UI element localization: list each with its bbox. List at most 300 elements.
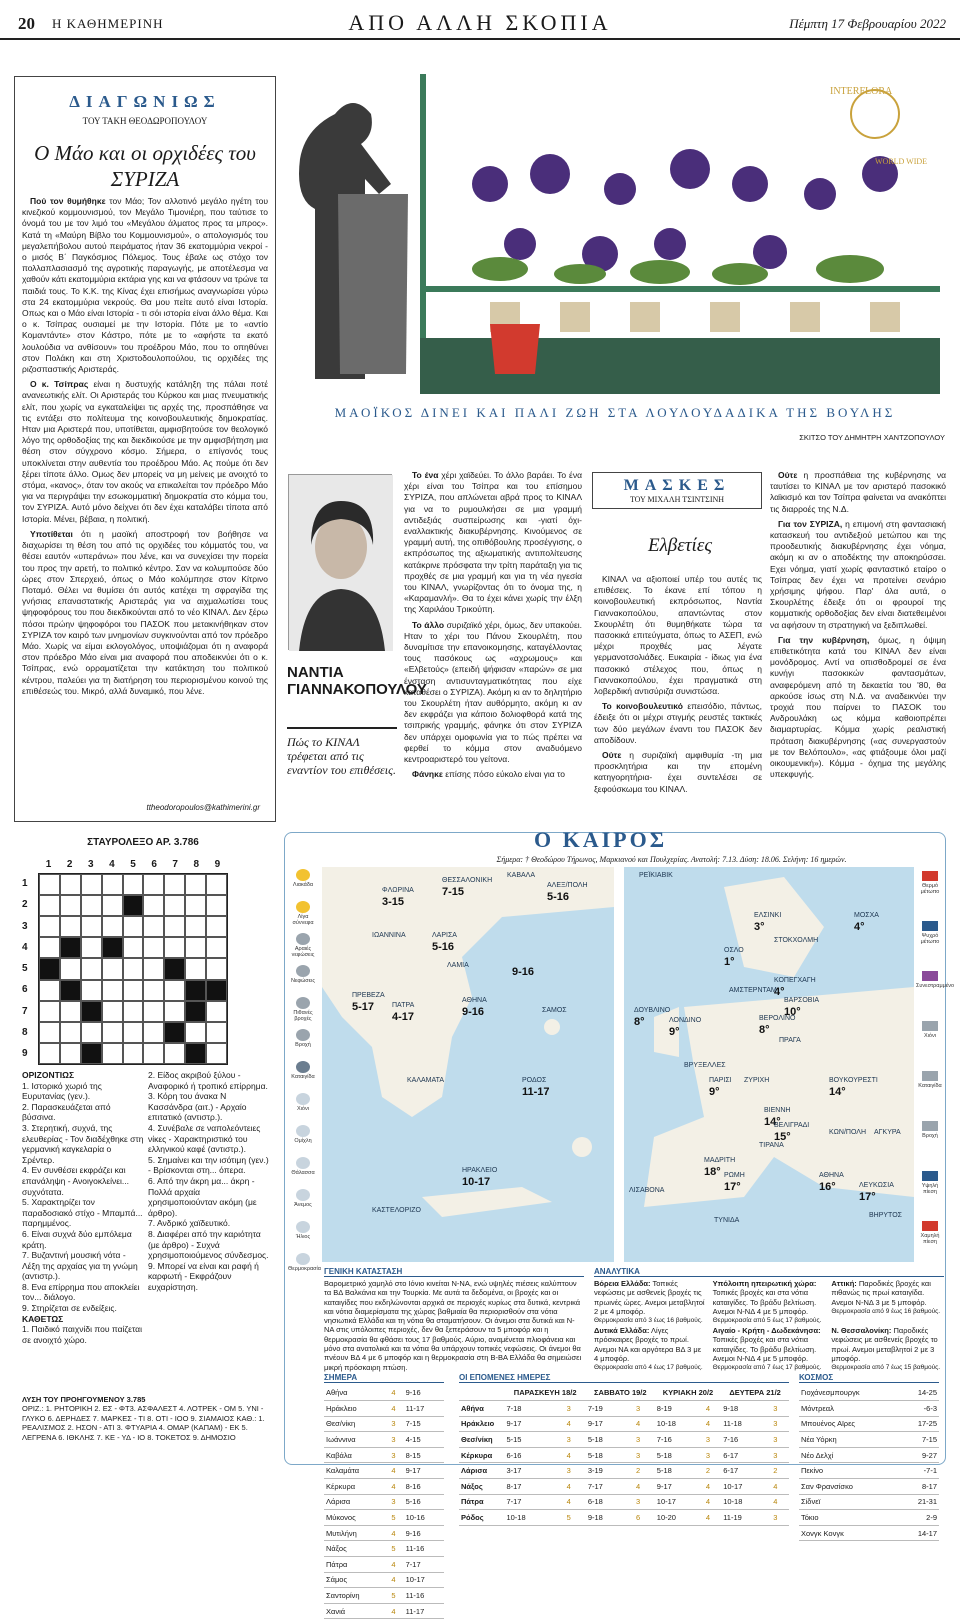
giannakopoulou-body (404, 470, 582, 822)
temp-range: 5-18 (586, 1447, 634, 1463)
analytics-title: Δυτικά Ελλάδα: (594, 1326, 650, 1336)
grid-cell-black (60, 937, 81, 958)
legend-item (916, 1021, 944, 1067)
grid-cell[interactable] (60, 874, 81, 895)
grid-cell[interactable] (143, 937, 164, 958)
city-name: Μόντρεαλ (799, 1401, 901, 1417)
day-header: ΚΥΡΙΑΚΗ 20/2 (655, 1385, 721, 1401)
wind-force: 3 (565, 1463, 586, 1479)
pull-quote: Πώς το ΚΙΝΑΛ τρέφεται από τις εναντίον του επιθέσεις. (287, 735, 396, 777)
wind-force: 3 (389, 1447, 403, 1463)
legend-icon (922, 921, 938, 931)
grid-cell[interactable] (185, 958, 206, 979)
grid-cell[interactable] (102, 1022, 123, 1043)
analytics-text: Τοπικές βροχές και στα νότια καταιγίδες. Το βράδυ βελτίωση. Ανεμοι Ν-ΝΔ 4 με 5 μποφόρ. (712, 1335, 817, 1364)
crossword (18, 837, 268, 848)
grid-cell[interactable] (185, 874, 206, 895)
legend-item (288, 869, 318, 899)
grid-cell[interactable] (60, 1043, 81, 1064)
apron (338, 194, 408, 374)
grid-cell[interactable] (102, 1001, 123, 1022)
city-label: ΒΑΡΣΟΒΙΑ (784, 997, 820, 1004)
table-row (459, 1416, 789, 1432)
city-temp: 4-17 (392, 1011, 415, 1023)
grid-cell[interactable] (206, 895, 227, 916)
city-temp: 16° (819, 1181, 836, 1193)
legend-label: Βροχή (295, 1042, 311, 1048)
grid-cell[interactable] (81, 895, 102, 916)
city-name: Νάξος (324, 1541, 389, 1557)
analytics-grid (594, 1279, 944, 1372)
table-row (324, 1401, 444, 1417)
cartoon-caption: ΜΑΟΪΚΟΣ ΔΙΝΕΙ ΚΑΙ ΠΑΛΙ ΖΩΗ ΣΤΑ ΛΟΥΛΟΥΔΑΔΙΚΑ ΤΗΣ ΒΟΥΛΗΣ (334, 405, 896, 420)
grid-cell[interactable] (143, 958, 164, 979)
analytics-text: Λίγες πρόσκαιρες βροχές το πρωί. Ανεμοι ΝΑ και αργότερα ΒΔ 3 με 4 μποφόρ. (594, 1326, 702, 1364)
grid-cell[interactable] (81, 874, 102, 895)
grid-cell[interactable] (143, 916, 164, 937)
city-name: Πεκίνο (799, 1463, 901, 1479)
legend-item (288, 1189, 318, 1219)
city-name: Αθήνα (459, 1401, 504, 1417)
analytics-item (594, 1326, 707, 1371)
author-email[interactable]: ttheodoropoulos@kathimerini.gr (146, 803, 260, 812)
city-name: Ηράκλειο (459, 1416, 504, 1432)
city-label: ΠΑΤΡΑ (392, 1002, 415, 1009)
grid-cell[interactable] (185, 916, 206, 937)
grid-cell[interactable] (164, 895, 185, 916)
grid-cell[interactable] (123, 1022, 144, 1043)
grid-cell[interactable] (164, 916, 185, 937)
grid-cell[interactable] (60, 916, 81, 937)
table-row (799, 1510, 939, 1526)
wind-force: 3 (389, 1416, 403, 1432)
legend-item (288, 1061, 318, 1091)
legend-label: Αραιές νεφώσεις (291, 946, 315, 958)
city-name: Σίδνεϊ (799, 1494, 901, 1510)
grid-cell[interactable] (143, 874, 164, 895)
grid-cell[interactable] (143, 1043, 164, 1064)
city-label: ΤΙΡΑΝΑ (759, 1142, 784, 1149)
temp-range: 8-17 (504, 1479, 564, 1495)
temp-range: 10-18 (655, 1416, 704, 1432)
temp-range: 6-16 (504, 1447, 564, 1463)
grid-cell[interactable] (123, 874, 144, 895)
grid-cell[interactable] (81, 958, 102, 979)
wind-force: 5 (389, 1510, 403, 1526)
grid-cell[interactable] (102, 1043, 123, 1064)
grid-cell[interactable] (102, 874, 123, 895)
city-name: Σάμος (324, 1572, 389, 1588)
column-number: 6 (151, 859, 157, 870)
table-row (324, 1572, 444, 1588)
analytics-title: Υπόλοιπη ηπειρωτική χώρα: (712, 1279, 817, 1288)
column-number: 4 (109, 859, 115, 870)
city-label: ΚΩΝ/ΠΟΛΗ (829, 1129, 867, 1136)
city-label: ΙΩΑΝΝΙΝΑ (372, 932, 406, 939)
map-europe (624, 867, 914, 1262)
table-row (459, 1401, 789, 1417)
today-heading: ΣΗΜΕΡΑ (324, 1373, 444, 1383)
day-header: ΠΑΡΑΣΚΕΥΗ 18/2 (504, 1385, 585, 1401)
grid-cell[interactable] (60, 895, 81, 916)
legend-item (288, 901, 318, 931)
wind-force: 4 (704, 1401, 721, 1417)
grid-cell[interactable] (123, 937, 144, 958)
city-temp: 10-17 (462, 1176, 491, 1188)
grid-cell[interactable] (102, 958, 123, 979)
city-label: ΒΕΛΙΓΡΑΔΙ (774, 1122, 810, 1129)
legend-item (916, 921, 944, 967)
kicker: Ο κ. Τσίπρας (30, 379, 89, 390)
grid-cell[interactable] (164, 937, 185, 958)
city-label: ΒΟΥΚΟΥΡΕΣΤΙ (829, 1077, 878, 1084)
grid-cell[interactable] (102, 895, 123, 916)
clues-heading: ΚΑΘΕΤΩΣ (22, 1313, 64, 1324)
legend-label: Ψυχρό μέτωπο (920, 933, 940, 945)
temp-range: 5-18 (655, 1463, 704, 1479)
temp-range: 11-17 (404, 1603, 444, 1619)
grid-cell[interactable] (185, 895, 206, 916)
grid-cell[interactable] (206, 1043, 227, 1064)
city-name: Λάρισα (324, 1494, 389, 1510)
paragraph: επεισόδιο, πάντως, έδειξε ότι οι μέχρι στιγμής ρευστές τακτικές των δύο μεγάλων έναντι του ΠΑΣΟΚ δεν αποδίδουν. (594, 701, 762, 745)
grid-cell[interactable] (143, 895, 164, 916)
analytics-title: Αιγαίο - Κρήτη - Δωδεκάνησα: (712, 1326, 821, 1336)
city-temp: 8° (759, 1024, 770, 1036)
clue-item: 1. Παιδικό παιχνίδι που παίζεται σε ανοιχτό χώρο. (22, 1324, 142, 1345)
table-row (324, 1385, 444, 1401)
analytics-item (594, 1279, 707, 1324)
city-temp: 9° (669, 1026, 680, 1038)
analytics-temp: Θερμοκρασία από 4 έως 17 βαθμούς. (594, 1364, 703, 1372)
temp-range: 4-15 (404, 1432, 444, 1448)
city-label: ΡΟΔΟΣ (522, 1077, 547, 1084)
grid-cell[interactable] (39, 895, 60, 916)
temp-range: 6-17 (721, 1463, 771, 1479)
map-greece (322, 867, 614, 1262)
cartoon-credit: ΣΚΙΤΣΟ ΤΟΥ ΔΗΜΗΤΡΗ ΧΑΝΤΖΟΠΟΥΛΟΥ (799, 433, 945, 442)
wind-force: 3 (634, 1432, 655, 1448)
grid-cell[interactable] (60, 1022, 81, 1043)
grid-cell[interactable] (206, 916, 227, 937)
city-name: Κέρκυρα (324, 1479, 389, 1495)
city-temp: 3-15 (382, 896, 405, 908)
grid-cell[interactable] (102, 980, 123, 1001)
grid-cell[interactable] (206, 874, 227, 895)
grid-cell[interactable] (39, 916, 60, 937)
clue-item: 3. Στερητική, συχνά, της ελευθερίας - Τον διαδέχθηκε στη γερμανική καγκελαρία ο Σρέντερ. (22, 1122, 144, 1165)
city-name: Ρόδος (459, 1510, 504, 1526)
issue-date: Πέμπτη 17 Φεβρουαρίου 2022 (789, 16, 946, 31)
clue-item: 7. Βυζαντινή μουσική νότα - Λέξη της αρχαίας για τη γνώμη (αντιστρ.). (22, 1250, 138, 1282)
city-label: ΜΑΔΡΙΤΗ (704, 1157, 736, 1164)
table-row (324, 1588, 444, 1604)
city-temp: 17° (724, 1181, 741, 1193)
analytics-temp: Θερμοκρασία από 9 έως 16 βαθμούς. (831, 1307, 941, 1315)
row-number: 1 (22, 878, 28, 889)
legend-label: Υψηλή πίεση (921, 1183, 939, 1195)
grid-cell[interactable] (143, 1001, 164, 1022)
table-row (459, 1463, 789, 1479)
column-number: 8 (193, 859, 200, 870)
city-label: ΑΜΣΤΕΡΝΤΑΜ (729, 987, 777, 994)
grid-cell[interactable] (185, 1022, 206, 1043)
legend-item (288, 933, 318, 963)
legend-label: Λίγα σύννεφα (292, 914, 314, 926)
wind-force: 4 (389, 1479, 403, 1495)
city-label: ΛΙΣΑΒΟΝΑ (629, 1187, 665, 1194)
grid-cell[interactable] (60, 1001, 81, 1022)
temp-range: 21-31 (901, 1494, 939, 1510)
kicker: Το κοινοβουλευτικό (602, 701, 683, 712)
wind-force: 2 (771, 1463, 789, 1479)
clue-item: 8. Διαφέρει από την καριότητα (με άρθρο) - Συχνά χρησιμοποιούμενος σύνδεσμος. (148, 1228, 269, 1261)
grid-cell[interactable] (143, 1022, 164, 1043)
city-name: Μπουένος Αϊρες (799, 1416, 901, 1432)
legend-icon (296, 1093, 310, 1105)
wind-force: 4 (565, 1416, 586, 1432)
grid-cell[interactable] (206, 1001, 227, 1022)
city-label: ΜΟΣΧΑ (854, 912, 879, 919)
analytics-text: Τοπικές βροχές και στα νότια καταιγίδες. Το βράδυ βελτίωση. Ανεμοι Ν-ΝΔ 4 με 5 μποφόρ. (712, 1288, 817, 1316)
wind-force: 4 (704, 1510, 721, 1526)
table-row (799, 1432, 939, 1448)
legend-icon (922, 871, 938, 881)
clue-item: 3. Κόρη του άνακα Ν Κασσάνδρα (αιτ.) - Αρχαίο επιτατικό (αντιστρ.). (148, 1091, 247, 1123)
grid-cell[interactable] (164, 980, 185, 1001)
grid-cell[interactable] (143, 980, 164, 1001)
temp-range: 8-19 (655, 1401, 704, 1417)
legend-right (916, 867, 955, 1262)
city-label: ΔΟΥΒΛΙΝΟ (634, 1007, 671, 1014)
city-temp: 15° (774, 1131, 791, 1143)
cartoon-illustration (290, 74, 948, 394)
weather-section (284, 827, 955, 1616)
city-temp: 10° (784, 1006, 801, 1018)
legend-label: Καταιγίδα (291, 1074, 315, 1080)
table-row (459, 1479, 789, 1495)
wind-force: 2 (634, 1463, 655, 1479)
city-label: ΠΡΕΒΕΖΑ (352, 992, 385, 999)
grid-cell[interactable] (185, 937, 206, 958)
grid-cell[interactable] (164, 1001, 185, 1022)
legend-icon (922, 1021, 938, 1031)
author-photo (288, 474, 392, 650)
day-header: ΔΕΥΤΕΡΑ 21/2 (721, 1385, 789, 1401)
row-number: 6 (22, 984, 28, 996)
city-name: Νέο Δελχί (799, 1447, 901, 1463)
grid-cell[interactable] (39, 937, 60, 958)
grid-cell[interactable] (164, 1043, 185, 1064)
temp-range: 5-18 (655, 1447, 704, 1463)
city-name: Σαντορίνη (324, 1588, 389, 1604)
grid-cell[interactable] (123, 916, 144, 937)
wind-force: 4 (634, 1479, 655, 1495)
table-row (459, 1510, 789, 1526)
city-label: ΚΟΠΕΓΧΑΓΗ (774, 977, 816, 984)
temp-range: 7-17 (404, 1557, 444, 1573)
column-number: 5 (130, 859, 136, 870)
grid-cell[interactable] (164, 874, 185, 895)
grid-cell[interactable] (206, 958, 227, 979)
clue-item: 9. Μπορεί να είναι και ραφή ή καρφωτή - Εκφράζουν ευχαρίστηση. (148, 1260, 259, 1292)
paragraph: είναι η δυστυχής κατάληξη της πάλαι ποτέ ανανεωτικής ελίτ. Οι Αριστεράς του Κύρκου και μιας πνευματικής ελίτ, που χωρίς να εγκαταλείψει τις αρχές της, προσπάθησε να τις εντάξει στο πολίτευμα της κοινοβουλευτικής δημοκρατίας. Ηταν μια Αριστερά που, υποτίθεται, αμφισβητούσε τον θεολογικό λόγο της ορθοδοξίας της και διεκδικούσε με την αμφισβήτηση μια θέση στον σύγχρονο κόσμο. Σήμερα, ο επίγονός τους υποκλίνεται στην αυθεντία του προέδρου Μάο. Ας πούμε ότι δεν ξέρει τίποτε άλλο. Ομως δεν μπορείς να μη μείνεις με ανοιχτό το στόμα, «κανος», όταν τον ακούς να επικαλείται τον πρόεδρο Μάο για να περιγράψει την εσωκομματική δημοκρατία στο κόμμα του, τον ΣΥΡΙΖΑ. Αυτό μόνο δείχνει ότι δεν έχει καταλάβει τίποτα από Ιστορία. Μένει, βέβαια, η πολιτική. (22, 379, 269, 524)
grid-cell[interactable] (123, 1043, 144, 1064)
grid-cell[interactable] (123, 958, 144, 979)
city-name: Γιοχάνεσμπουργκ (799, 1385, 901, 1401)
legend-label: Άνεμος (294, 1202, 312, 1208)
kicker: Υποτίθεται (30, 528, 73, 539)
column-author: ΤΟΥ ΜΙΧΑΛΗ ΤΣΙΝΤΣΙΝΗ (629, 495, 725, 504)
paragraph: όμως, η όψιμη επιθετικότητα κατά του ΚΙΝΑΛ δεν είναι μονόδρομος. Αντί να οπισθοδρομεί σε ένα κυνήγι πασοκικών φαντασμάτων, αναφερόμενη από τη δεκαετία του '80, θα αρκούσε ίσως στη Ν.Δ. να αναδεικνύει την τροχιά που παίρνει το ΠΑΣΟΚ του Ανδρουλάκη ως κόμμα καθοιοπρέπει διαμαρτυρίας. Κόμμα χωρίς ρεαλιστική πρόταση διακυβέρνησης («ας συνεργαστούν με τον Βελόπουλο», «ας φτιάξουμε όλοι μαζί οικουμενική»). Κόμμα - όχημα της μεγάλης υπεκφυγής. (770, 634, 946, 780)
wind-force: 4 (771, 1494, 789, 1510)
grid-cell[interactable] (81, 980, 102, 1001)
legend-icon (296, 1221, 310, 1233)
city-temp: 5-17 (352, 1001, 375, 1013)
legend-icon (296, 997, 310, 1009)
wind-force: 4 (704, 1416, 721, 1432)
analytics-text: Παροδικές βροχές και πιθανώς τις πρωί καταιγίδα. Ανεμοι Ν-ΝΔ 3 με 5 μποφόρ. (831, 1279, 931, 1307)
logo-text-bottom: WORLD WIDE (875, 157, 928, 166)
grid-cell[interactable] (39, 1043, 60, 1064)
wind-force: 3 (771, 1510, 789, 1526)
grid-cell[interactable] (81, 937, 102, 958)
legend-item (288, 1221, 318, 1251)
column-number: 9 (214, 859, 221, 870)
legend-item (288, 1125, 318, 1155)
crossword-clues-across (22, 1070, 144, 1360)
legend-icon (296, 1125, 310, 1137)
temp-range: 7-15 (901, 1432, 939, 1448)
grid-cell-black (185, 1001, 206, 1022)
row-number: 3 (22, 920, 28, 932)
wind-force: 4 (389, 1385, 403, 1401)
temp-range: 11-18 (721, 1416, 771, 1432)
legend-item (916, 971, 955, 1017)
analytics-item (831, 1326, 944, 1371)
temp-range: 9-18 (586, 1510, 634, 1526)
city-name: Κέρκυρα (459, 1447, 504, 1463)
wind-force: 5 (389, 1588, 403, 1604)
general-forecast (324, 1267, 584, 1372)
city-name: Μυτιλήνη (324, 1525, 389, 1541)
analytics-title: Αττική: (831, 1279, 857, 1288)
wind-force: 3 (634, 1447, 655, 1463)
city-name: Νάξος (459, 1479, 504, 1495)
crossword-solution (22, 1395, 270, 1465)
city-label: ΒΕΡΟΛΙΝΟ (759, 1015, 796, 1022)
temp-range: 2-9 (901, 1510, 939, 1526)
wind-force: 3 (634, 1494, 655, 1510)
table-row (799, 1494, 939, 1510)
grid-cell[interactable] (206, 1022, 227, 1043)
wind-force: 3 (565, 1432, 586, 1448)
grid-cell[interactable] (39, 1022, 60, 1043)
table-row (459, 1447, 789, 1463)
legend-item (288, 1029, 318, 1059)
wind-force: 3 (565, 1401, 586, 1417)
city-temp: 4° (774, 986, 785, 998)
wind-force: 2 (704, 1463, 721, 1479)
legend-item (288, 1253, 321, 1283)
table-row (324, 1447, 444, 1463)
city-temp: 7-15 (442, 886, 465, 898)
wind-force: 4 (389, 1557, 403, 1573)
legend-label: Θάλασσα (291, 1170, 315, 1176)
grid-cell[interactable] (60, 958, 81, 979)
wind-force: 3 (389, 1432, 403, 1448)
legend-icon (922, 1221, 938, 1231)
row-number: 2 (22, 899, 28, 911)
temp-range: 6-17 (721, 1447, 771, 1463)
legend-label: Καταιγίδα (918, 1083, 942, 1089)
column-number: 1 (45, 859, 52, 870)
city-label: ΟΣΛΟ (724, 947, 744, 954)
grid-cell[interactable] (206, 937, 227, 958)
city-label: ΑΛΕΞ/ΠΟΛΗ (547, 882, 588, 889)
grid-cell[interactable] (39, 1001, 60, 1022)
column-number: 7 (172, 859, 178, 870)
legend-label: Ομίχλη (294, 1138, 312, 1144)
table-row (324, 1603, 444, 1619)
analytics-title: Βόρεια Ελλάδα: (594, 1279, 651, 1288)
grid-cell[interactable] (123, 1001, 144, 1022)
grid-cell-black (81, 1043, 102, 1064)
wind-force: 3 (771, 1416, 789, 1432)
city-label: ΖΥΡΙΧΗ (744, 1077, 770, 1084)
greece-land (322, 867, 614, 1262)
analytics-text: Παροδικές νεφώσεις με ασθενείς βροχές το πρωί. Ανεμοι μεταβλητοί 2 με 3 μποφόρ. (831, 1326, 938, 1364)
city-label: ΒΙΕΝΝΗ (764, 1107, 791, 1114)
grid-cell[interactable] (102, 916, 123, 937)
legend-icon (296, 1189, 310, 1201)
table-row (799, 1447, 939, 1463)
grid-cell[interactable] (81, 916, 102, 937)
wind-force: 4 (704, 1479, 721, 1495)
crossword-grid[interactable] (38, 873, 228, 1065)
temp-range: 10-16 (404, 1510, 444, 1526)
temp-range: 8-17 (901, 1479, 939, 1495)
grid-cell[interactable] (39, 874, 60, 895)
watering-can (490, 324, 540, 374)
grid-cell-black (81, 1001, 102, 1022)
table-row (799, 1416, 939, 1432)
city-temp: 14° (764, 1116, 781, 1128)
city-label: ΛΑΜΙΑ (447, 962, 469, 969)
grid-cell[interactable] (39, 980, 60, 1001)
wind-force: 4 (565, 1479, 586, 1495)
city-label: ΛΑΡΙΣΑ (432, 932, 457, 939)
wind-force: 4 (389, 1572, 403, 1588)
temp-range: -7-1 (901, 1463, 939, 1479)
next-days-heading: ΟΙ ΕΠΟΜΕΝΕΣ ΗΜΕΡΕΣ (459, 1373, 789, 1383)
kicker: Ούτε (778, 470, 798, 480)
city-label: ΑΘΗΝΑ (462, 997, 487, 1004)
grid-cell[interactable] (81, 1022, 102, 1043)
clue-item: 4. Συνέβαλε σε ναπολεόντειες νίκες - Χαρακτηριστικό του ελληνικού καφέ (αντιστρ.). (148, 1122, 261, 1155)
row-number: 9 (22, 1048, 28, 1060)
city-temp: 11-17 (522, 1086, 550, 1098)
portrait (289, 475, 393, 651)
wind-force: 3 (704, 1447, 721, 1463)
clue-item: 5. Σημαίνει και την ισότιμη (γεν.) - Βρίσκονται στη... όπερα. (148, 1154, 269, 1176)
grid-cell[interactable] (123, 980, 144, 1001)
cartoon-drawing (290, 74, 948, 394)
kicker: Το άλλο (412, 619, 445, 630)
newspaper-name: Η ΚΑΘΗΜΕΡΙΝΗ (52, 16, 164, 31)
city-temp: 9-16 (512, 966, 535, 978)
article-title: Ο Μάο και οι ορχιδέες του ΣΥΡΙΖΑ (34, 141, 256, 191)
